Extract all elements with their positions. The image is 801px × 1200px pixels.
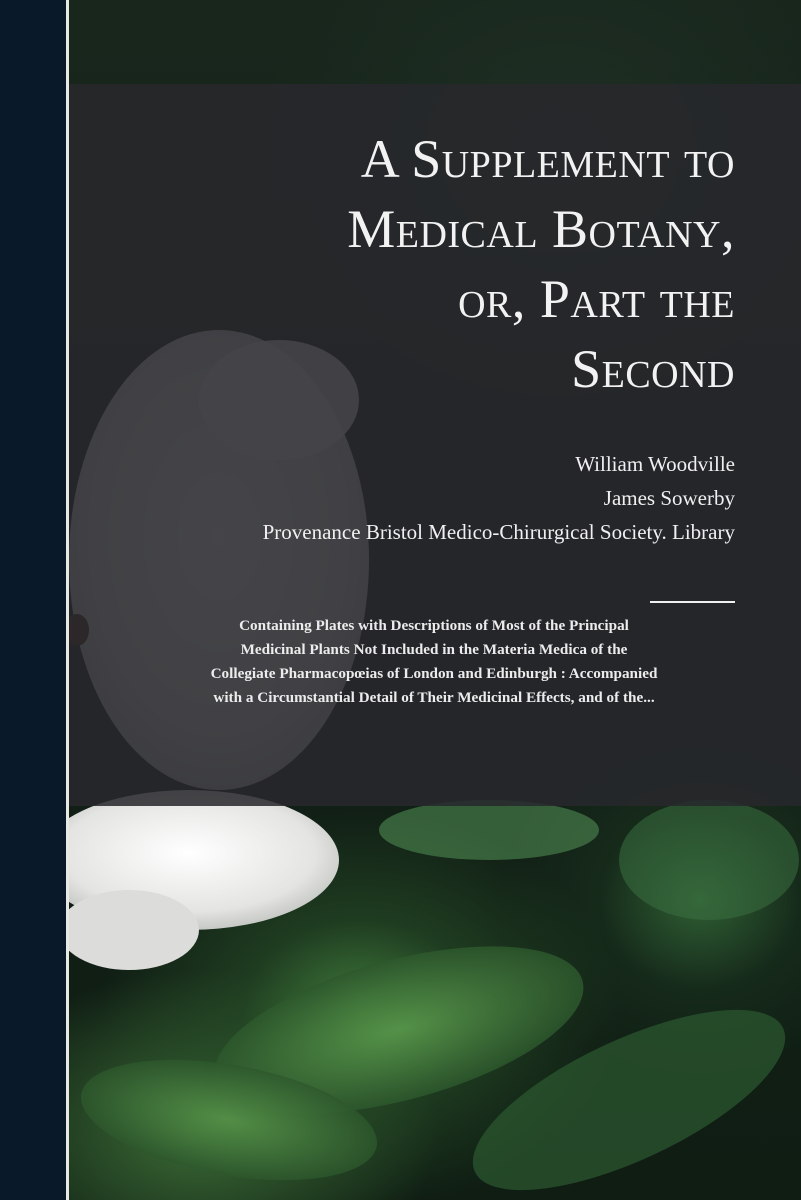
contributor-list	[55, 447, 735, 549]
contributor-author: James Sowerby	[603, 486, 735, 510]
subtitle-line: Containing Plates with Descriptions of Most of the Principal	[239, 617, 629, 634]
book-title	[115, 124, 735, 404]
subtitle-line: Medicinal Plants Not Included in the Materia Medica of the	[240, 641, 628, 658]
title-line: A Supplement to	[360, 129, 735, 189]
subtitle-line: Collegiate Pharmacopœias of London and Edinburgh : Accompanied	[210, 665, 658, 682]
leaf-shape	[379, 800, 599, 860]
contributor-author: William Woodville	[575, 452, 735, 476]
contributor-provenance: Provenance Bristol Medico-Chirurgical Society. Library	[262, 520, 735, 544]
subtitle-line: with a Circumstantial Detail of Their Medicinal Effects, and of the...	[213, 689, 655, 706]
title-line: or, Part the	[458, 269, 735, 329]
leaf-shape	[619, 800, 799, 920]
divider-rule	[650, 601, 735, 603]
book-subtitle	[104, 614, 764, 710]
title-line: Second	[571, 339, 735, 399]
title-line: Medical Botany,	[347, 199, 735, 259]
cover-spine	[0, 0, 66, 1200]
